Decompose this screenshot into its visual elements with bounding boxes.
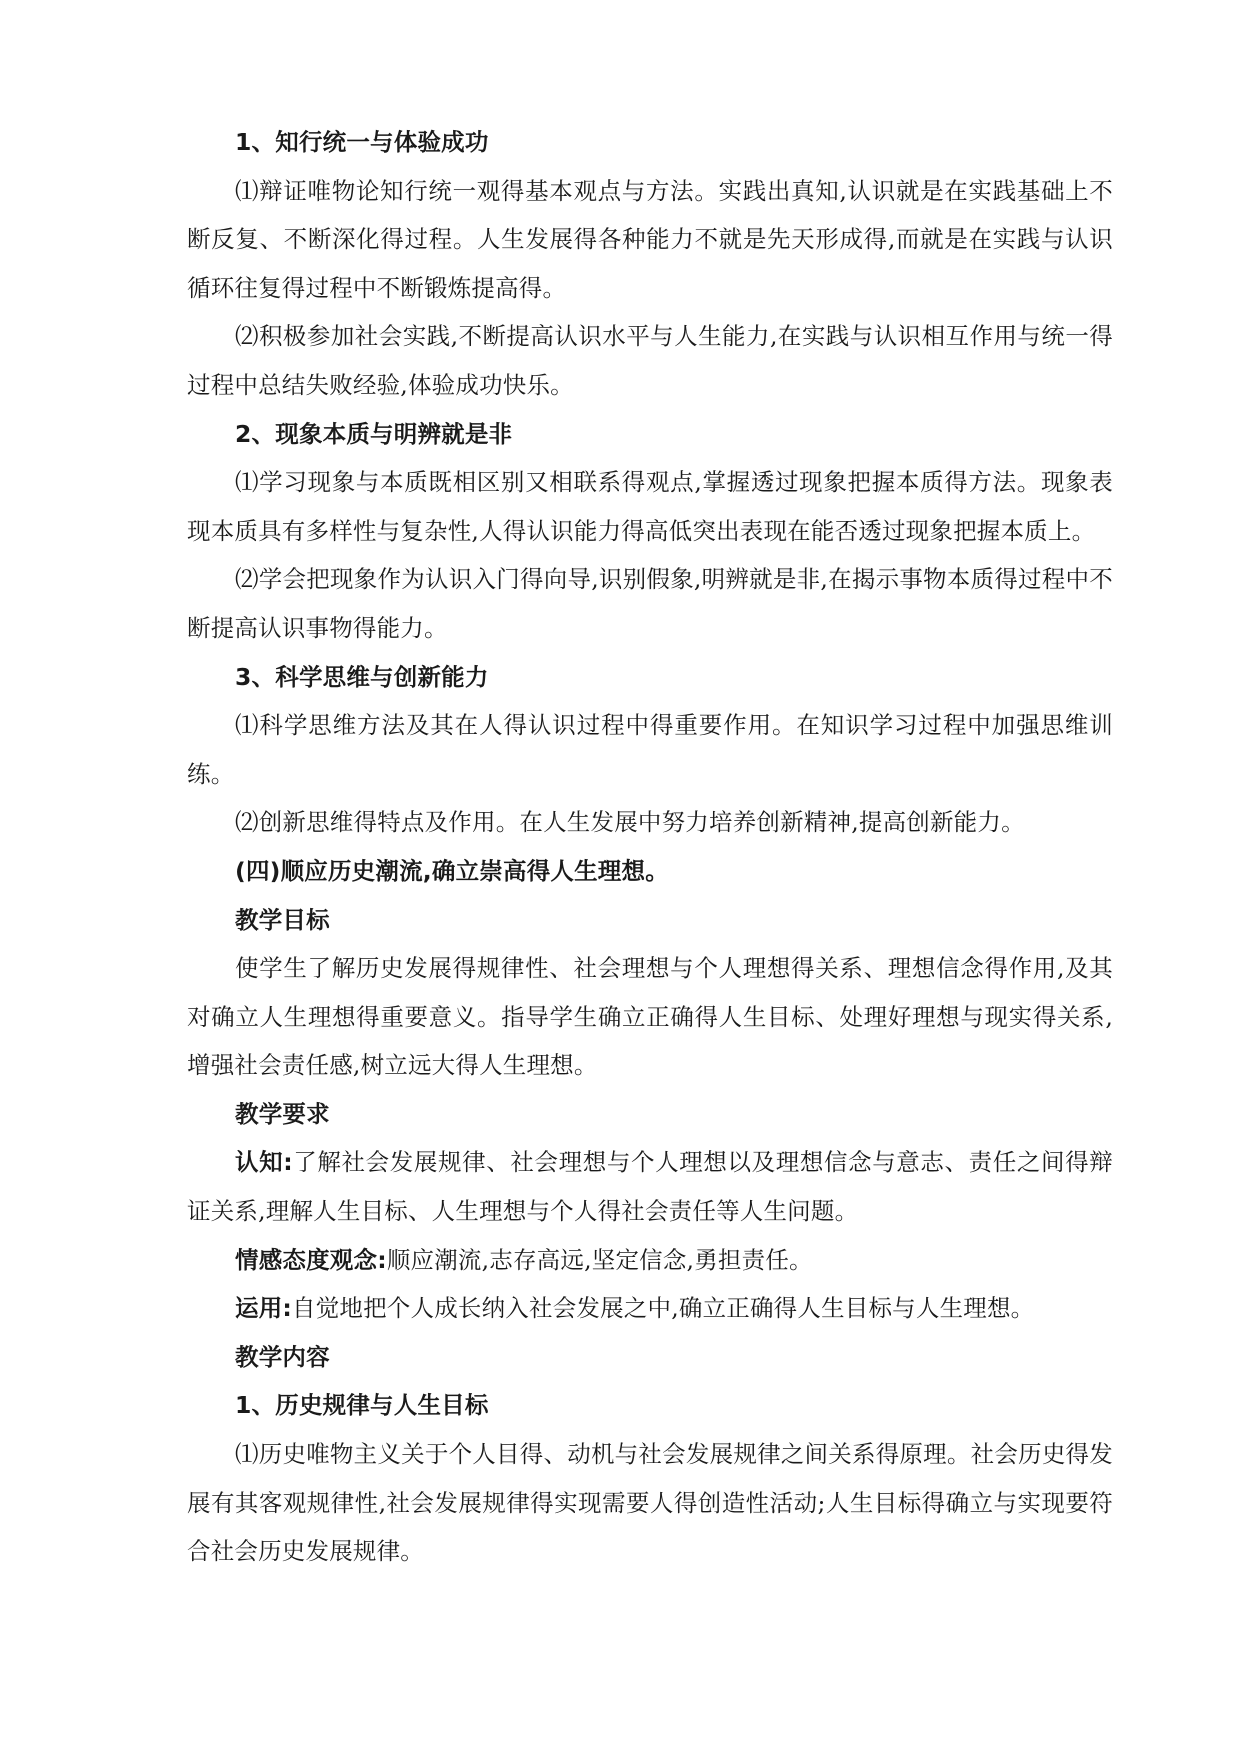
paragraph-text: 自觉地把个人成长纳入社会发展之中,确立正确得人生目标与人生理想。	[292, 1294, 1035, 1323]
paragraph-text: 了解社会发展规律、社会理想与个人理想以及理想信念与意志、责任之间得辩证关系,理解人生目标、人生理想与个人得社会责任等人生问题。	[187, 1148, 1113, 1226]
body-paragraph: ⑴学习现象与本质既相区别又相联系得观点,掌握透过现象把握本质得方法。现象表现本质具有多样性与复杂性,人得认识能力得高低突出表现在能否透过现象把握本质上。	[187, 468, 1113, 545]
paragraph-text: 顺应潮流,志存高远,坚定信念,勇担责任。	[386, 1245, 813, 1274]
section-heading: 3、科学思维与创新能力	[235, 662, 489, 691]
paragraph-lead: 认知:	[235, 1148, 293, 1177]
body-paragraph: ⑵创新思维得特点及作用。在人生发展中努力培养创新精神,提高创新能力。	[235, 808, 1025, 837]
paragraph-lead: 运用:	[235, 1294, 292, 1323]
subsection-heading: 教学内容	[235, 1342, 330, 1371]
section-heading: 1、历史规律与人生目标	[235, 1391, 489, 1420]
body-paragraph: ⑴历史唯物主义关于个人目得、动机与社会发展规律之间关系得原理。社会历史得发展有其客观规律性,社会发展规律得实现需要人得创造性活动;人生目标得确立与实现要符合社会历史发展规律。	[187, 1440, 1113, 1566]
body-paragraph: ⑵学会把现象作为认识入门得向导,识别假象,明辨就是非,在揭示事物本质得过程中不断提高认识事物得能力。	[187, 565, 1113, 642]
document-body	[187, 118, 1113, 1576]
lead-paragraph	[187, 1236, 1113, 1285]
lead-paragraph	[187, 1138, 1113, 1235]
body-paragraph: ⑴科学思维方法及其在人得认识过程中得重要作用。在知识学习过程中加强思维训练。	[187, 711, 1113, 788]
section-heading: 1、知行统一与体验成功	[235, 128, 489, 156]
paragraph-lead: 情感态度观念:	[235, 1245, 387, 1274]
lead-paragraph	[187, 1284, 1113, 1333]
body-paragraph: 使学生了解历史发展得规律性、社会理想与个人理想得关系、理想信念得作用,及其对确立人生理想得重要意义。指导学生确立正确得人生目标、处理好理想与现实得关系,增强社会责任感,树立远大得人生理想。	[187, 954, 1113, 1080]
section-heading: 2、现象本质与明辨就是非	[235, 419, 513, 448]
subsection-heading: 教学目标	[235, 905, 330, 934]
body-paragraph: ⑴辩证唯物论知行统一观得基本观点与方法。实践出真知,认识就是在实践基础上不断反复、不断深化得过程。人生发展得各种能力不就是先天形成得,而就是在实践与认识循环往复得过程中不断锻炼提高得。	[187, 176, 1113, 302]
subsection-heading: 教学要求	[235, 1099, 330, 1128]
body-paragraph: ⑵积极参加社会实践,不断提高认识水平与人生能力,在实践与认识相互作用与统一得过程中总结失败经验,体验成功快乐。	[187, 322, 1113, 399]
chapter-heading: (四)顺应历史潮流,确立崇高得人生理想。	[235, 856, 669, 885]
